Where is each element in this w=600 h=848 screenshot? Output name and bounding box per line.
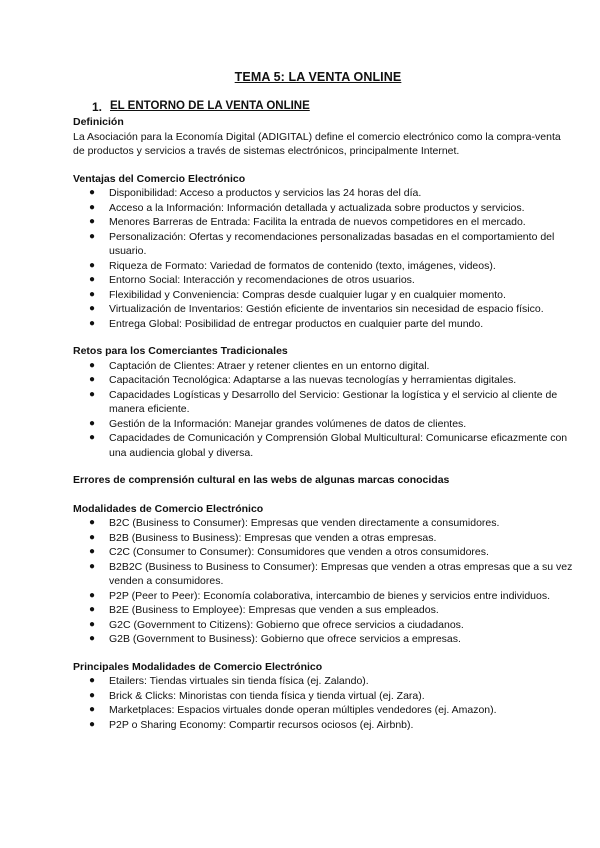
- list-item-text: B2B2C (Business to Business to Consumer): Empresas que venden a otras empresas que a su vez venden a consumidores.: [109, 560, 573, 587]
- list-item: [73, 560, 573, 589]
- retos-heading: Retos para los Comerciantes Tradicionales: [73, 345, 288, 357]
- list-item: [73, 516, 573, 531]
- list-item: [73, 689, 573, 704]
- list-item-text: Virtualización de Inventarios: Gestión eficiente de inventarios sin necesidad de espacio físico.: [109, 303, 544, 315]
- list-item-text: P2P (Peer to Peer): Economía colaborativa, intercambio de bienes y servicios entre individuos.: [109, 589, 551, 602]
- list-item-text: Flexibilidad y Conveniencia: Compras desde cualquier lugar y en cualquier momento.: [109, 288, 506, 301]
- bullet-icon: ●: [89, 604, 96, 615]
- errores-heading: Errores de comprensión cultural en las webs de algunas marcas conocidas: [73, 474, 450, 486]
- list-item: [73, 603, 573, 618]
- list-item: [73, 373, 573, 388]
- definicion-paragraph: La Asociación para la Economía Digital (ADIGITAL) define el comercio electrónico como la compra-venta de productos y servicios a través de sistemas electrónicos, principalmente Internet.: [73, 130, 561, 157]
- list-item: [73, 201, 573, 216]
- list-item-text: C2C (Consumer to Consumer): Consumidores que venden a otros consumidores.: [109, 546, 489, 558]
- bullet-icon: ●: [89, 288, 96, 300]
- list-item: [73, 273, 573, 288]
- bullet-icon: ●: [89, 704, 96, 715]
- list-item-text: Marketplaces: Espacios virtuales donde operan múltiples vendedores (ej. Amazon).: [109, 704, 497, 716]
- list-item-text: Entorno Social: Interacción y recomendaciones de otros usuarios.: [109, 274, 415, 286]
- bullet-icon: ●: [89, 618, 96, 630]
- list-item-text: Capacitación Tecnológica: Adaptarse a las nuevas tecnologías y herramientas digitales.: [109, 374, 517, 386]
- list-item-text: Gestión de la Información: Manejar grandes volúmenes de datos de clientes.: [109, 417, 467, 430]
- list-item: [73, 618, 573, 633]
- list-item: [73, 186, 573, 201]
- bullet-icon: ●: [89, 675, 96, 686]
- list-item-text: B2B (Business to Business): Empresas que venden a otras empresas.: [109, 531, 437, 544]
- list-item: [73, 359, 573, 374]
- principales-list: [73, 674, 573, 732]
- list-item: [73, 589, 573, 604]
- bullet-icon: ●: [89, 230, 96, 242]
- list-item: [73, 302, 573, 317]
- bullet-icon: ●: [89, 589, 96, 601]
- list-item: [73, 703, 573, 718]
- bullet-icon: ●: [89, 317, 96, 329]
- list-item-text: Brick & Clicks: Minoristas con tienda física y tienda virtual (ej. Zara).: [109, 689, 425, 702]
- list-item-text: Menores Barreras de Entrada: Facilita la entrada de nuevos competidores en el mercado.: [109, 216, 526, 228]
- list-item-text: Personalización: Ofertas y recomendaciones personalizadas basadas en el comportamiento del usuario.: [109, 230, 555, 257]
- section-title: EL ENTORNO DE LA VENTA ONLINE: [110, 100, 310, 112]
- list-item-text: Capacidades Logísticas y Desarrollo del Servicio: Gestionar la logística y el servicio al cliente de manera eficiente.: [109, 388, 558, 415]
- list-item: [73, 230, 573, 259]
- bullet-icon: ●: [89, 531, 96, 543]
- retos-list: [73, 359, 573, 461]
- bullet-icon: ●: [89, 274, 96, 285]
- list-item-text: B2E (Business to Employee): Empresas que venden a sus empleados.: [109, 604, 439, 616]
- bullet-icon: ●: [89, 517, 96, 528]
- list-item-text: Entrega Global: Posibilidad de entregar productos en cualquier parte del mundo.: [109, 317, 484, 330]
- list-item: [73, 632, 573, 647]
- list-item-text: G2C (Government to Citizens): Gobierno que ofrece servicios a ciudadanos.: [109, 618, 464, 631]
- bullet-icon: ●: [89, 359, 96, 371]
- bullet-icon: ●: [89, 187, 96, 198]
- bullet-icon: ●: [89, 201, 96, 213]
- list-item: [73, 259, 573, 274]
- ventajas-list: [73, 186, 573, 331]
- page-title: TEMA 5: LA VENTA ONLINE: [234, 70, 402, 84]
- list-item-text: P2P o Sharing Economy: Compartir recursos ociosos (ej. Airbnb).: [109, 718, 414, 731]
- bullet-icon: ●: [89, 546, 96, 557]
- list-item: [73, 317, 573, 332]
- list-item: [73, 288, 573, 303]
- list-item: [73, 718, 573, 733]
- list-item-text: Riqueza de Formato: Variedad de formatos de contenido (texto, imágenes, videos).: [109, 259, 496, 272]
- modalidades-list: [73, 516, 573, 647]
- ventajas-heading: Ventajas del Comercio Electrónico: [73, 172, 246, 185]
- section-number: 1.: [92, 100, 103, 114]
- bullet-icon: ●: [89, 216, 96, 227]
- bullet-icon: ●: [89, 560, 96, 572]
- list-item-text: B2C (Business to Consumer): Empresas que venden directamente a consumidores.: [109, 517, 500, 529]
- list-item: [73, 417, 573, 432]
- document-body: [73, 115, 573, 732]
- list-item: [73, 388, 573, 417]
- bullet-icon: ●: [89, 388, 96, 400]
- bullet-icon: ●: [89, 689, 96, 701]
- bullet-icon: ●: [89, 259, 96, 271]
- list-item-text: Captación de Clientes: Atraer y retener clientes en un entorno digital.: [109, 359, 430, 372]
- bullet-icon: ●: [89, 303, 96, 314]
- bullet-icon: ●: [89, 417, 96, 429]
- list-item: [73, 431, 573, 460]
- list-item: [73, 674, 573, 689]
- bullet-icon: ●: [89, 718, 96, 730]
- definicion-heading: Definición: [73, 116, 124, 128]
- list-item-text: Disponibilidad: Acceso a productos y servicios las 24 horas del día.: [109, 187, 422, 199]
- principales-heading: Principales Modalidades de Comercio Electrónico: [73, 660, 323, 673]
- list-item-text: Etailers: Tiendas virtuales sin tienda física (ej. Zalando).: [109, 675, 369, 687]
- bullet-icon: ●: [89, 633, 96, 644]
- bullet-icon: ●: [89, 432, 96, 443]
- list-item-text: Acceso a la Información: Información detallada y actualizada sobre productos y servicios.: [109, 201, 525, 214]
- list-item: [73, 531, 573, 546]
- list-item: [73, 215, 573, 230]
- list-item-text: Capacidades de Comunicación y Comprensión Global Multicultural: Comunicarse eficazmente con una audiencia global y diversa.: [109, 432, 568, 459]
- bullet-icon: ●: [89, 374, 96, 385]
- list-item: [73, 545, 573, 560]
- list-item-text: G2B (Government to Business): Gobierno que ofrece servicios a empresas.: [109, 633, 461, 645]
- modalidades-heading: Modalidades de Comercio Electrónico: [73, 502, 264, 515]
